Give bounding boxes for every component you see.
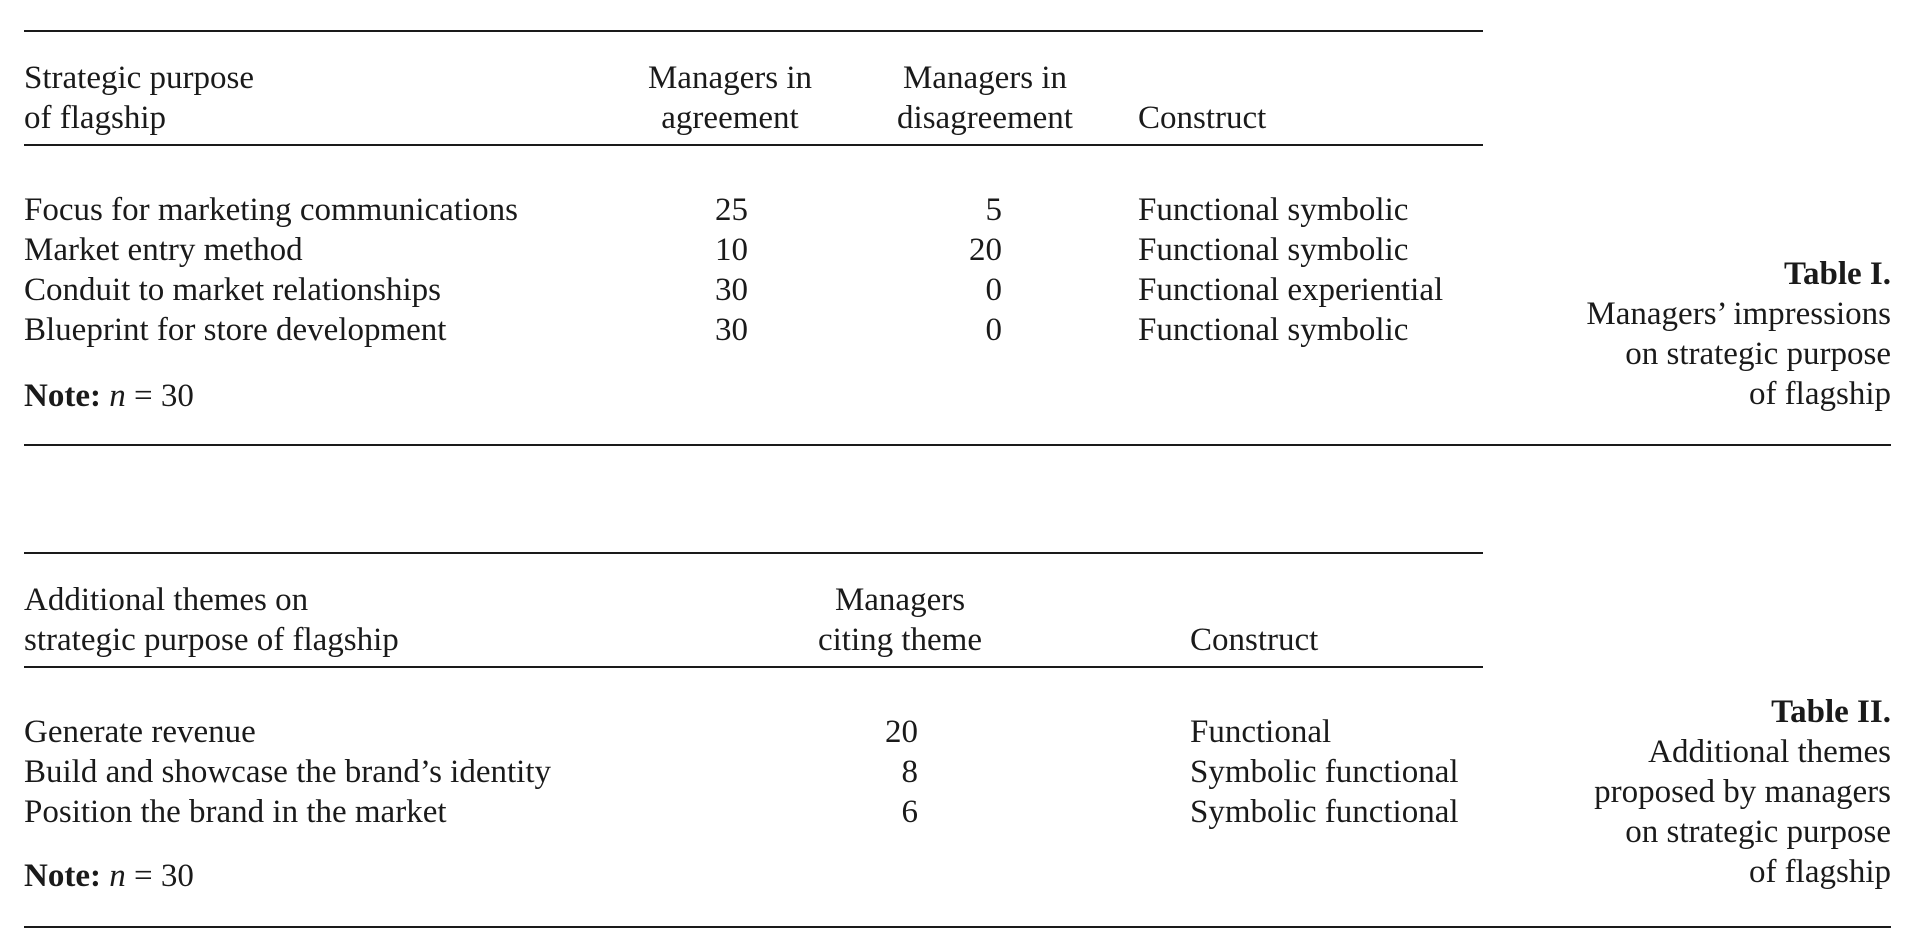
table-1-header-construct: Construct <box>1138 100 1267 136</box>
cell-disagreement: 20 <box>969 232 1002 268</box>
table-2-note: Note: n = 30 <box>24 858 194 894</box>
cell-disagreement: 0 <box>985 272 1002 308</box>
table-1-caption <box>1586 254 1891 414</box>
table-2-caption-desc: Additional themes proposed by managers on strategic purpose of flagship <box>1594 734 1891 890</box>
table-2-caption <box>1594 692 1891 892</box>
cell-agreement: 10 <box>715 232 748 268</box>
table-1 <box>0 0 1915 450</box>
cell-agreement: 30 <box>715 272 748 308</box>
table-2-top-rule <box>24 552 1483 554</box>
table-1-caption-desc: Managers’ impressions on strategic purpose of flagship <box>1586 296 1891 412</box>
cell-citing: 6 <box>901 794 918 830</box>
cell-purpose: Conduit to market relationships <box>24 272 442 308</box>
table-1-header-disagreement: Managers in disagreement <box>897 60 1073 136</box>
cell-agreement: 30 <box>715 312 748 348</box>
table-1-note: Note: n = 30 <box>24 378 194 414</box>
cell-theme: Generate revenue <box>24 714 256 750</box>
cell-theme: Position the brand in the market <box>24 794 447 830</box>
table-2-header-citing: Managers citing theme <box>817 582 983 658</box>
cell-purpose: Market entry method <box>24 232 303 268</box>
table-1-header-purpose: Strategic purpose of flagship <box>24 60 255 136</box>
cell-purpose: Focus for marketing communications <box>24 192 518 228</box>
table-1-header-agreement: Managers in agreement <box>647 60 813 136</box>
table-1-caption-label: Table I. <box>1784 256 1891 292</box>
table-1-top-rule <box>24 30 1483 32</box>
cell-disagreement: 0 <box>985 312 1002 348</box>
cell-agreement: 25 <box>715 192 748 228</box>
cell-purpose: Blueprint for store development <box>24 312 447 348</box>
table-2-header-theme: Additional themes on strategic purpose of flagship <box>24 582 399 658</box>
cell-theme: Build and showcase the brand’s identity <box>24 754 551 790</box>
cell-construct: Functional <box>1190 714 1332 750</box>
cell-citing: 20 <box>885 714 918 750</box>
table-2-header-rule <box>24 666 1483 668</box>
cell-construct: Functional symbolic <box>1138 232 1409 268</box>
cell-citing: 8 <box>901 754 918 790</box>
cell-construct: Functional symbolic <box>1138 192 1409 228</box>
table-1-header-rule <box>24 144 1483 146</box>
cell-disagreement: 5 <box>985 192 1002 228</box>
table-2-header-construct: Construct <box>1190 622 1319 658</box>
table-2 <box>0 522 1915 948</box>
table-2-bottom-rule <box>24 926 1891 928</box>
table-1-bottom-rule <box>24 444 1891 446</box>
cell-construct: Symbolic functional <box>1190 794 1459 830</box>
cell-construct: Functional experiential <box>1138 272 1444 308</box>
table-2-caption-label: Table II. <box>1771 694 1891 730</box>
cell-construct: Symbolic functional <box>1190 754 1459 790</box>
cell-construct: Functional symbolic <box>1138 312 1409 348</box>
